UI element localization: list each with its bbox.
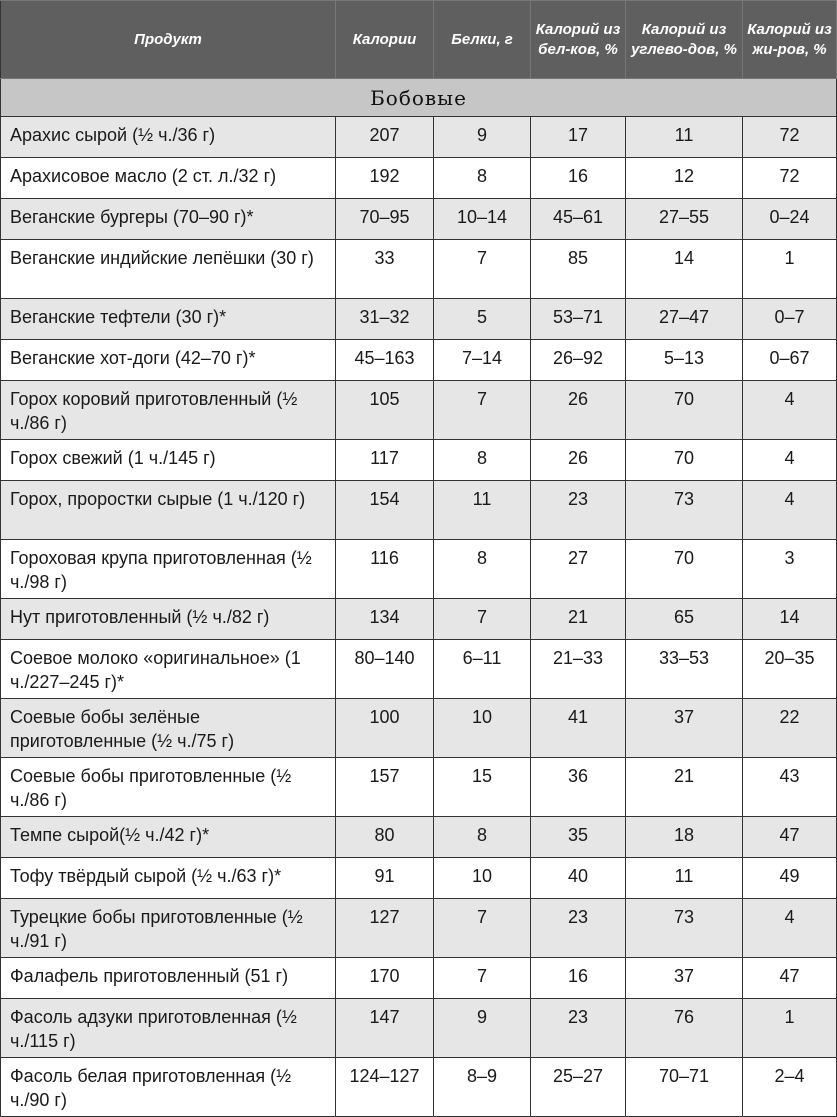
table-row xyxy=(1,817,837,858)
cal-carbs-cell: 27–47 xyxy=(626,299,743,340)
cal-carbs-cell: 37 xyxy=(626,958,743,999)
protein-cell: 9 xyxy=(434,999,531,1058)
header-row xyxy=(1,1,837,79)
cal-fat-cell: 72 xyxy=(743,158,837,199)
cal-carbs-cell: 37 xyxy=(626,699,743,758)
calories-cell: 116 xyxy=(336,540,434,599)
protein-cell: 10–14 xyxy=(434,199,531,240)
cal-carbs-cell: 27–55 xyxy=(626,199,743,240)
table-row xyxy=(1,340,837,381)
cal-carbs-cell: 73 xyxy=(626,899,743,958)
protein-cell: 7–14 xyxy=(434,340,531,381)
product-name: Фалафель приготовленный (51 г) xyxy=(1,958,336,999)
cal-fat-cell: 22 xyxy=(743,699,837,758)
calories-cell: 154 xyxy=(336,481,434,540)
protein-cell: 9 xyxy=(434,117,531,158)
protein-cell: 7 xyxy=(434,240,531,299)
cal-protein-cell: 53–71 xyxy=(531,299,626,340)
table-row xyxy=(1,858,837,899)
calories-cell: 91 xyxy=(336,858,434,899)
cal-protein-cell: 27 xyxy=(531,540,626,599)
table-row xyxy=(1,999,837,1058)
calories-cell: 157 xyxy=(336,758,434,817)
cal-protein-cell: 25–27 xyxy=(531,1058,626,1117)
cal-carbs-cell: 21 xyxy=(626,758,743,817)
product-name: Нут приготовленный (½ ч./82 г) xyxy=(1,599,336,640)
cal-carbs-cell: 11 xyxy=(626,117,743,158)
header-cal-carbs: Калорий из углево-дов, % xyxy=(626,1,743,79)
protein-cell: 8 xyxy=(434,440,531,481)
protein-cell: 7 xyxy=(434,381,531,440)
header-calories: Калории xyxy=(336,1,434,79)
calories-cell: 124–127 xyxy=(336,1058,434,1117)
cal-protein-cell: 23 xyxy=(531,899,626,958)
cal-fat-cell: 1 xyxy=(743,999,837,1058)
product-name: Арахисовое масло (2 ст. л./32 г) xyxy=(1,158,336,199)
cal-fat-cell: 3 xyxy=(743,540,837,599)
table-row xyxy=(1,440,837,481)
product-name: Темпе сырой(½ ч./42 г)* xyxy=(1,817,336,858)
protein-cell: 8–9 xyxy=(434,1058,531,1117)
calories-cell: 117 xyxy=(336,440,434,481)
protein-cell: 10 xyxy=(434,699,531,758)
cal-protein-cell: 21 xyxy=(531,599,626,640)
cal-fat-cell: 20–35 xyxy=(743,640,837,699)
table-row xyxy=(1,199,837,240)
protein-cell: 10 xyxy=(434,858,531,899)
product-name: Турецкие бобы приготовленные (½ ч./91 г) xyxy=(1,899,336,958)
product-name: Соевые бобы приготовленные (½ ч./86 г) xyxy=(1,758,336,817)
product-name: Горох свежий (1 ч./145 г) xyxy=(1,440,336,481)
protein-cell: 5 xyxy=(434,299,531,340)
product-name: Веганские бургеры (70–90 г)* xyxy=(1,199,336,240)
cal-fat-cell: 43 xyxy=(743,758,837,817)
cal-carbs-cell: 33–53 xyxy=(626,640,743,699)
cal-protein-cell: 17 xyxy=(531,117,626,158)
cal-protein-cell: 16 xyxy=(531,158,626,199)
table-row xyxy=(1,117,837,158)
cal-carbs-cell: 73 xyxy=(626,481,743,540)
table-row xyxy=(1,599,837,640)
cal-fat-cell: 4 xyxy=(743,481,837,540)
cal-carbs-cell: 12 xyxy=(626,158,743,199)
section-title: Бобовые xyxy=(1,79,837,117)
cal-carbs-cell: 18 xyxy=(626,817,743,858)
table-row xyxy=(1,1058,837,1117)
table-row xyxy=(1,758,837,817)
cal-fat-cell: 4 xyxy=(743,381,837,440)
cal-fat-cell: 1 xyxy=(743,240,837,299)
cal-carbs-cell: 70 xyxy=(626,381,743,440)
cal-protein-cell: 26 xyxy=(531,440,626,481)
calories-cell: 33 xyxy=(336,240,434,299)
product-name: Арахис сырой (½ ч./36 г) xyxy=(1,117,336,158)
product-name: Гороховая крупа приготовленная (½ ч./98 г) xyxy=(1,540,336,599)
header-product: Продукт xyxy=(1,1,336,79)
cal-fat-cell: 47 xyxy=(743,817,837,858)
cal-protein-cell: 23 xyxy=(531,999,626,1058)
calories-cell: 31–32 xyxy=(336,299,434,340)
protein-cell: 6–11 xyxy=(434,640,531,699)
calories-cell: 45–163 xyxy=(336,340,434,381)
cal-fat-cell: 14 xyxy=(743,599,837,640)
cal-protein-cell: 21–33 xyxy=(531,640,626,699)
cal-fat-cell: 0–24 xyxy=(743,199,837,240)
header-cal-fat: Калорий из жи-ров, % xyxy=(743,1,837,79)
product-name: Соевое молоко «оригинальное» (1 ч./227–245 г)* xyxy=(1,640,336,699)
table-row xyxy=(1,699,837,758)
calories-cell: 170 xyxy=(336,958,434,999)
table-row xyxy=(1,158,837,199)
table-row xyxy=(1,481,837,540)
table-row xyxy=(1,381,837,440)
cal-protein-cell: 23 xyxy=(531,481,626,540)
cal-carbs-cell: 5–13 xyxy=(626,340,743,381)
protein-cell: 7 xyxy=(434,899,531,958)
calories-cell: 100 xyxy=(336,699,434,758)
cal-fat-cell: 4 xyxy=(743,440,837,481)
protein-cell: 11 xyxy=(434,481,531,540)
product-name: Фасоль белая приготовленная (½ ч./90 г) xyxy=(1,1058,336,1117)
cal-fat-cell: 4 xyxy=(743,899,837,958)
product-name: Горох коровий приготовленный (½ ч./86 г) xyxy=(1,381,336,440)
cal-protein-cell: 35 xyxy=(531,817,626,858)
calories-cell: 127 xyxy=(336,899,434,958)
cal-protein-cell: 16 xyxy=(531,958,626,999)
calories-cell: 105 xyxy=(336,381,434,440)
table-row xyxy=(1,899,837,958)
cal-fat-cell: 72 xyxy=(743,117,837,158)
calories-cell: 134 xyxy=(336,599,434,640)
cal-protein-cell: 26–92 xyxy=(531,340,626,381)
cal-carbs-cell: 76 xyxy=(626,999,743,1058)
product-name: Соевые бобы зелёные приготовленные (½ ч./75 г) xyxy=(1,699,336,758)
header-protein: Белки, г xyxy=(434,1,531,79)
cal-carbs-cell: 65 xyxy=(626,599,743,640)
cal-carbs-cell: 70–71 xyxy=(626,1058,743,1117)
cal-fat-cell: 0–7 xyxy=(743,299,837,340)
table-row xyxy=(1,299,837,340)
cal-protein-cell: 40 xyxy=(531,858,626,899)
cal-protein-cell: 26 xyxy=(531,381,626,440)
calories-cell: 147 xyxy=(336,999,434,1058)
protein-cell: 8 xyxy=(434,540,531,599)
table-row xyxy=(1,540,837,599)
table-row xyxy=(1,958,837,999)
product-name: Веганские тефтели (30 г)* xyxy=(1,299,336,340)
cal-carbs-cell: 70 xyxy=(626,440,743,481)
calories-cell: 80 xyxy=(336,817,434,858)
cal-fat-cell: 47 xyxy=(743,958,837,999)
calories-cell: 70–95 xyxy=(336,199,434,240)
cal-protein-cell: 36 xyxy=(531,758,626,817)
cal-carbs-cell: 14 xyxy=(626,240,743,299)
table-row xyxy=(1,240,837,299)
product-name: Горох, проростки сырые (1 ч./120 г) xyxy=(1,481,336,540)
table-row xyxy=(1,640,837,699)
protein-cell: 15 xyxy=(434,758,531,817)
calories-cell: 207 xyxy=(336,117,434,158)
protein-cell: 7 xyxy=(434,958,531,999)
header-cal-protein: Калорий из бел-ков, % xyxy=(531,1,626,79)
protein-cell: 8 xyxy=(434,817,531,858)
cal-fat-cell: 49 xyxy=(743,858,837,899)
cal-fat-cell: 0–67 xyxy=(743,340,837,381)
product-name: Тофу твёрдый сырой (½ ч./63 г)* xyxy=(1,858,336,899)
cal-protein-cell: 45–61 xyxy=(531,199,626,240)
protein-cell: 8 xyxy=(434,158,531,199)
product-name: Фасоль адзуки приготовленная (½ ч./115 г) xyxy=(1,999,336,1058)
product-name: Веганские индийские лепёшки (30 г) xyxy=(1,240,336,299)
calories-cell: 192 xyxy=(336,158,434,199)
section-row xyxy=(1,79,837,117)
cal-fat-cell: 2–4 xyxy=(743,1058,837,1117)
cal-protein-cell: 85 xyxy=(531,240,626,299)
cal-protein-cell: 41 xyxy=(531,699,626,758)
protein-cell: 7 xyxy=(434,599,531,640)
calories-cell: 80–140 xyxy=(336,640,434,699)
cal-carbs-cell: 11 xyxy=(626,858,743,899)
cal-carbs-cell: 70 xyxy=(626,540,743,599)
product-name: Веганские хот-доги (42–70 г)* xyxy=(1,340,336,381)
